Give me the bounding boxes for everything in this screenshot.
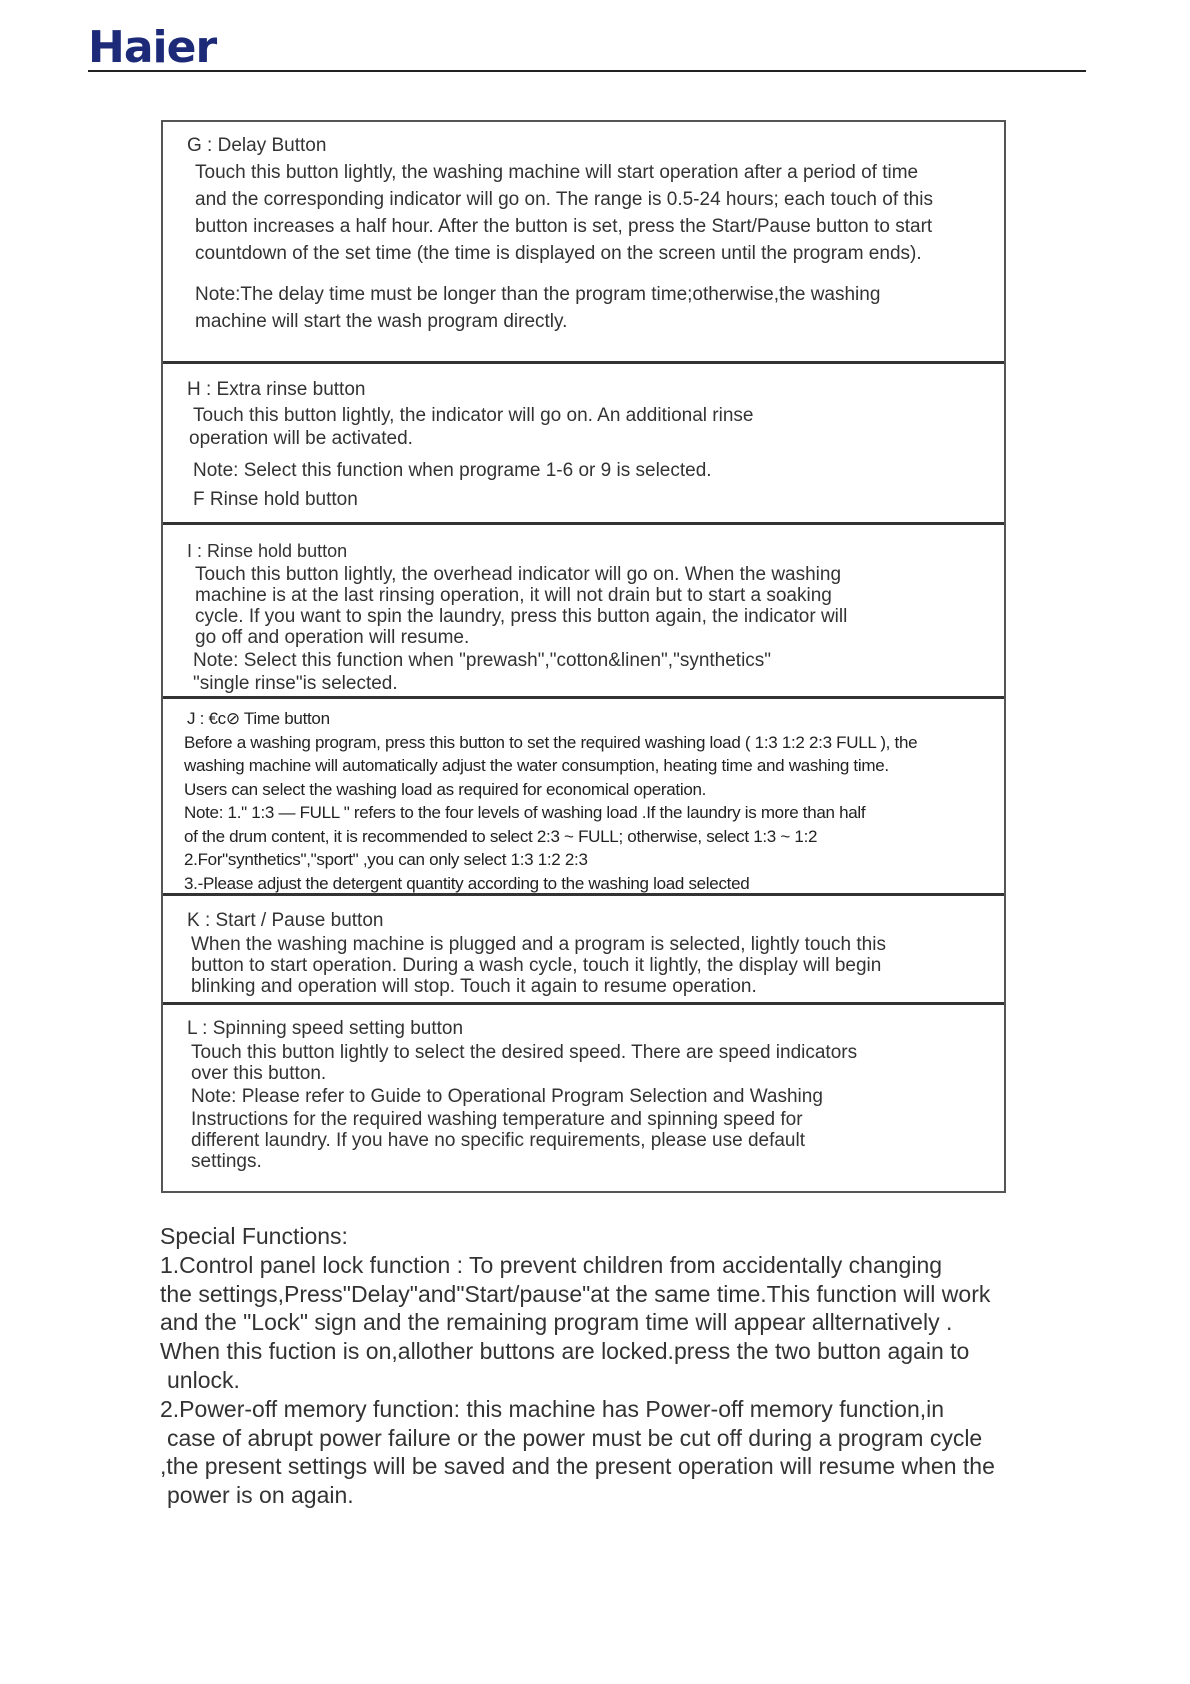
note-line: different laundry. If you have no specific requirements, please use default xyxy=(191,1130,805,1151)
note-line: Note: Select this function when "prewash","cotton&linen","synthetics" xyxy=(193,650,772,671)
section-rinse-hold-button xyxy=(163,522,1004,696)
special-line: unlock. xyxy=(167,1366,240,1393)
section-delay-button xyxy=(163,122,1004,361)
body-line: countdown of the set time (the time is displayed on the screen until the program ends). xyxy=(195,243,922,264)
body-line: Touch this button lightly, the indicator will go on. An additional rinse xyxy=(193,405,754,426)
section-eco-time-button xyxy=(163,696,1004,893)
body-line: Touch this button lightly to select the desired speed. There are speed indicators xyxy=(191,1042,858,1063)
brand-logo: Haier xyxy=(88,22,217,73)
special-line: the settings,Press"Delay"and"Start/pause"at the same time.This function will work xyxy=(160,1280,991,1307)
note-line: Note: Select this function when programe 1-6 or 9 is selected. xyxy=(193,460,712,481)
section-extra-rinse-button xyxy=(163,361,1004,522)
special-line: ,the present settings will be saved and the present operation will resume when the xyxy=(160,1453,995,1480)
body-line: button to start operation. During a wash cycle, touch it lightly, the display will begin xyxy=(191,955,882,976)
body-line: Touch this button lightly, the washing machine will start operation after a period of time xyxy=(195,162,919,183)
body-line: When the washing machine is plugged and a program is selected, lightly touch this xyxy=(191,934,886,955)
body-line: over this button. xyxy=(191,1063,327,1084)
button-description-table xyxy=(161,120,1006,1193)
rinse-hold-caption: F Rinse hold button xyxy=(193,489,358,510)
special-line: 1.Control panel lock function : To prevent children from accidentally changing xyxy=(160,1251,943,1278)
section-title: L : Spinning speed setting button xyxy=(187,1018,464,1039)
body-line: 2.For"synthetics","sport" ,you can only select 1:3 1:2 2:3 xyxy=(184,850,588,869)
special-line: power is on again. xyxy=(167,1482,354,1509)
body-line: blinking and operation will stop. Touch it again to resume operation. xyxy=(191,976,757,997)
body-line: 3.-Please adjust the detergent quantity according to the washing load selected xyxy=(184,873,750,893)
section-start-pause-button xyxy=(163,893,1004,1002)
body-line: and the corresponding indicator will go on. The range is 0.5-24 hours; each touch of this xyxy=(195,189,933,210)
body-line: Before a washing program, press this button to set the required washing load ( 1:3 1:2 2:3 FULL ), the xyxy=(184,732,918,752)
body-line: Users can select the washing load as required for economical operation. xyxy=(184,779,707,799)
special-line: and the "Lock" sign and the remaining program time will appear allternatively . xyxy=(160,1309,953,1336)
body-line: washing machine will automatically adjust the water consumption, heating time and washing time. xyxy=(184,756,889,775)
note-line: Note: Please refer to Guide to Operational Program Selection and Washing xyxy=(191,1086,823,1107)
body-line: Note: 1." 1:3 — FULL " refers to the four levels of washing load .If the laundry is more than half xyxy=(184,803,866,822)
section-title: G : Delay Button xyxy=(187,135,327,156)
section-title: I : Rinse hold button xyxy=(187,541,348,561)
note-line: Instructions for the required washing temperature and spinning speed for xyxy=(191,1109,803,1130)
special-functions xyxy=(160,1222,1060,1510)
body-line: of the drum content, it is recommended to select 2:3 ~ FULL; otherwise, select 1:3 ~ 1:2 xyxy=(184,826,818,846)
body-line: operation will be activated. xyxy=(189,428,413,449)
note-line: settings. xyxy=(191,1151,262,1172)
special-functions-heading: Special Functions: xyxy=(160,1223,348,1249)
note-line: Note:The delay time must be longer than the program time;otherwise,the washing xyxy=(195,284,881,305)
special-line: 2.Power-off memory function: this machine has Power-off memory function,in xyxy=(160,1395,945,1422)
section-title: J : €c⊘ Time button xyxy=(187,709,330,728)
section-spinning-speed-button xyxy=(163,1002,1004,1191)
body-line: cycle. If you want to spin the laundry, press this button again, the indicator will xyxy=(195,606,848,627)
body-line: machine is at the last rinsing operation, it will not drain but to start a soaking xyxy=(195,585,832,606)
header-rule xyxy=(88,70,1086,72)
body-line: button increases a half hour. After the button is set, press the Start/Pause button to start xyxy=(195,216,933,237)
special-line: case of abrupt power failure or the power must be cut off during a program cycle xyxy=(167,1424,983,1451)
note-line: "single rinse"is selected. xyxy=(193,673,398,694)
special-line: When this fuction is on,allother buttons are locked.press the two button again to xyxy=(160,1338,970,1365)
body-line: Touch this button lightly, the overhead indicator will go on. When the washing xyxy=(195,564,842,585)
section-title: H : Extra rinse button xyxy=(187,379,366,400)
section-title: K : Start / Pause button xyxy=(187,910,384,931)
body-line: go off and operation will resume. xyxy=(195,627,470,648)
note-line: machine will start the wash program directly. xyxy=(195,311,568,332)
